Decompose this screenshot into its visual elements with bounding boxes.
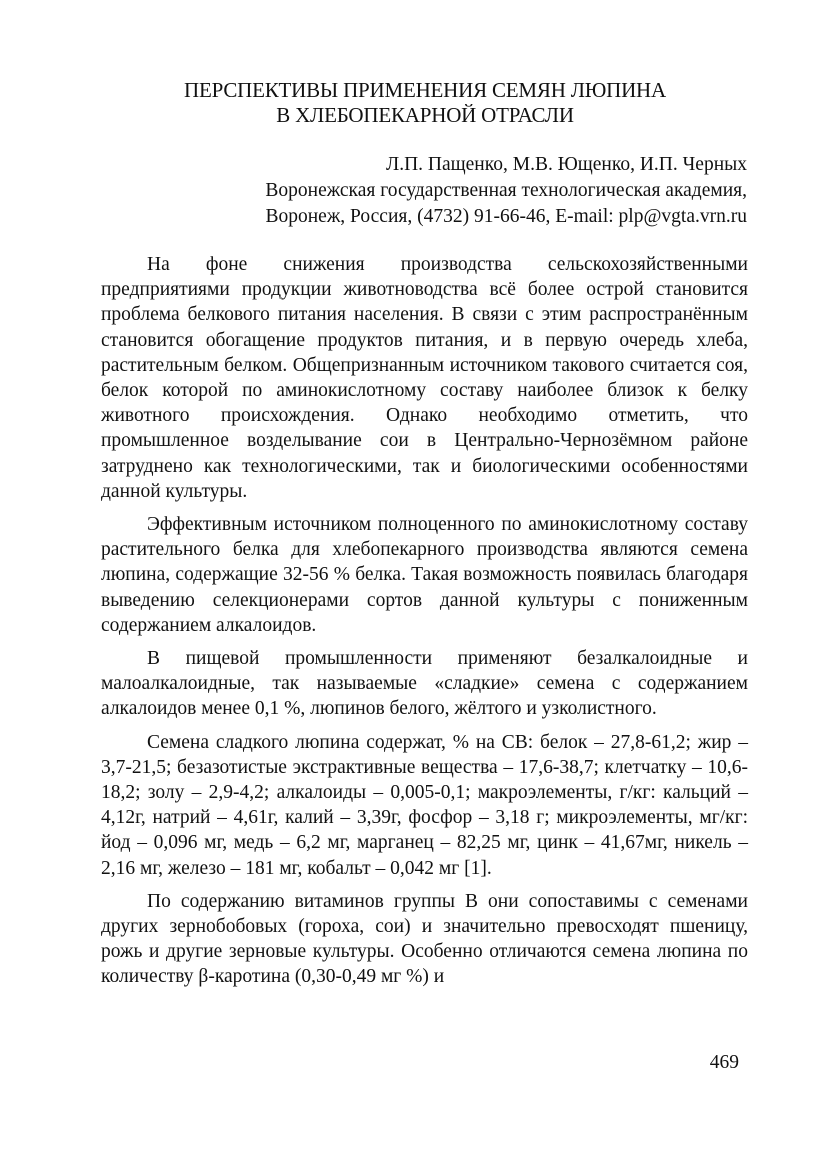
- author-affiliation: Воронежская государственная технологическая академия,: [265, 180, 747, 201]
- paragraph-4: Семена сладкого люпина содержат, % на СВ: белок – 27,8-61,2; жир – 3,7-21,5; безазотистые экстрактивные вещества – 17,6-38,7; клетчатку – 10,6-18,2; золу – 2,9-4,2; алкалоиды – 0,005-0,1; макроэлементы, г/кг: кальций – 4,12г, натрий – 4,61г, калий – 3,39г, фосфор – 3,18 г; микроэлементы, мг/кг: йод – 0,096 мг, медь – 6,2 мг, марганец – 82,25 мг, цинк – 41,67мг, никель – 2,16 мг, железо – 181 мг, кобальт – 0,042 мг [1].: [101, 731, 748, 879]
- author-contact: Воронеж, Россия, (4732) 91-66-46, E-mail: plp@vgta.vrn.ru: [265, 206, 747, 227]
- paragraph-1: На фоне снижения производства сельскохозяйственными предприятиями продукции животноводства всё более острой становится проблема белкового питания населения. В связи с этим распространённым становится обогащение продуктов питания, и в первую очередь хлеба, растительным белком. Общепризнанным источником такового считается соя, белок которой по аминокислотному составу наиболее близок к белку животного происхождения. Однако необходимо отметить, что промышленное возделывание сои в Центрально-Чернозёмном районе затруднено как технологическими, так и биологическими особенностями данной культуры.: [101, 254, 748, 502]
- article-title: [100, 78, 750, 128]
- paragraph-5: По содержанию витаминов группы В они сопоставимы с семенами других зернобобовых (гороха, сои) и значительно превосходят пшеницу, рожь и другие зерновые культуры. Особенно отличаются семена люпина по количеству β-каротина (0,30-0,49 мг %) и: [101, 890, 748, 988]
- author-block: [127, 152, 747, 230]
- page-number: 469: [709, 1052, 739, 1073]
- author-names: Л.П. Пащенко, М.В. Ющенко, И.П. Черных: [385, 154, 747, 175]
- article-body: [101, 252, 748, 998]
- paragraph-3: В пищевой промышленности применяют безалкалоидные и малоалкалоидные, так называемые «сладкие» семена с содержанием алкалоидов менее 0,1 %, люпинов белого, жёлтого и узколистного.: [101, 648, 748, 720]
- title-line-2: В ХЛЕБОПЕКАРНОЙ ОТРАСЛИ: [276, 103, 574, 127]
- paragraph-2: Эффективным источником полноценного по аминокислотному составу растительного белка для хлебопекарного производства являются семена люпина, содержащие 32-56 % белка. Такая возможность появилась благодаря выведению селекционерами сортов данной культуры с пониженным содержанием алкалоидов.: [101, 514, 748, 636]
- title-line-1: ПЕРСПЕКТИВЫ ПРИМЕНЕНИЯ СЕМЯН ЛЮПИНА: [183, 78, 666, 102]
